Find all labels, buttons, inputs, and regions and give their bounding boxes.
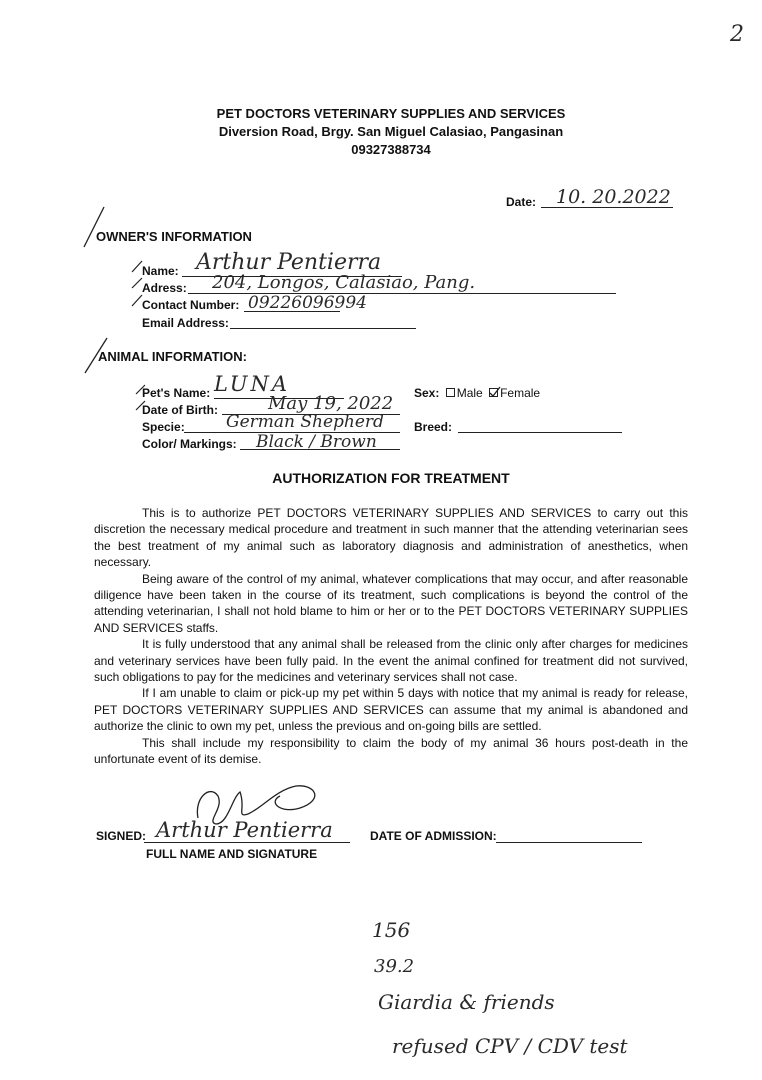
owner-fields-tick-marks: [130, 258, 146, 314]
signed-label: SIGNED:: [96, 829, 147, 843]
authorization-paragraph: This shall include my responsibility to claim the body of my animal 36 hours post-death in the unfortunate event of its demise.: [94, 735, 688, 767]
owner-heading: OWNER'S INFORMATION: [96, 229, 252, 244]
authorization-paragraph: If I am unable to claim or pick-up my pet within 5 days with notice that my animal is ready for release, PET DOCTORS VETERINARY SUPPLIES AND SERVICES can assume that my animal is abandoned and authorize the clinic to own my pet, unless the previous and on-going bills are settled.: [94, 686, 688, 734]
owner-name-value[interactable]: Arthur Pentierra: [196, 250, 382, 275]
date-label: Date:: [506, 195, 537, 209]
breed-line: [458, 432, 622, 433]
owner-contact-label: Contact Number:: [142, 298, 240, 312]
dob-value[interactable]: May 19, 2022: [268, 393, 394, 414]
admission-date-label: DATE OF ADMISSION:: [370, 829, 497, 843]
sex-male-label: Male: [456, 386, 483, 400]
owner-address-value[interactable]: 204, Longos, Calasiao, Pang.: [212, 272, 476, 293]
note-line: refused CPV / CDV test: [392, 1034, 628, 1058]
authorization-paragraph: It is fully understood that any animal shall be released from the clinic only after charges for medicines and veterinary services have been fully paid. In the event the animal confined for treatment did not survived, such obligations to pay for the medicines and veterinary services shall not case.: [94, 637, 688, 685]
signed-line: [144, 842, 350, 843]
signed-name-value[interactable]: Arthur Pentierra: [156, 818, 333, 842]
pet-name-value[interactable]: LUNA: [214, 372, 291, 396]
note-line: Giardia & friends: [378, 990, 555, 1014]
clinic-address: Diversion Road, Brgy. San Miguel Calasiao, Pangasinan: [218, 124, 564, 139]
authorization-paragraph: This is to authorize PET DOCTORS VETERINARY SUPPLIES AND SERVICES to carry out this discretion the necessary medical procedure and treatment in such manner that the attending veterinarian sees the best treatment of my animal such as laboratory diagnosis and administration of anesthetics, when necessary.: [94, 506, 688, 570]
color-value[interactable]: Black / Brown: [256, 432, 377, 452]
corner-page-mark: 2: [730, 22, 744, 47]
note-line: 156: [372, 918, 411, 942]
dob-label: Date of Birth:: [142, 403, 218, 417]
animal-fields-tick-marks: [134, 382, 148, 422]
sex-field: [414, 386, 540, 400]
animal-heading: ANIMAL INFORMATION:: [98, 349, 247, 364]
note-line: 39.2: [374, 956, 415, 977]
sex-label: Sex:: [414, 386, 440, 400]
sex-female-label: Female: [500, 386, 541, 400]
owner-email-label: Email Address:: [142, 316, 229, 330]
authorization-paragraph: Being aware of the control of my animal, whatever complications that may occur, and after reasonable diligence have been taken in the course of its treatment, such complications is beyond the control of the attending veterinarian, I shall not hold blame to him or her or to the PET DOCTORS VETERINARY SUPPLIES AND SERVICES staffs.: [94, 571, 688, 635]
clinic-name: PET DOCTORS VETERINARY SUPPLIES AND SERVICES: [216, 106, 566, 121]
color-label: Color/ Markings:: [142, 437, 237, 451]
owner-name-label: Name:: [142, 264, 179, 278]
specie-value[interactable]: German Shepherd: [226, 412, 384, 432]
owner-address-label: Adress:: [142, 281, 187, 295]
specie-label: Specie:: [142, 420, 185, 434]
sex-female-checkbox[interactable]: [489, 388, 498, 397]
owner-contact-value[interactable]: 09226096994: [248, 293, 367, 313]
breed-label: Breed:: [414, 420, 453, 434]
signature-caption: FULL NAME AND SIGNATURE: [146, 847, 318, 861]
pet-name-label: Pet's Name:: [142, 386, 211, 400]
sex-male-checkbox[interactable]: [446, 388, 455, 397]
owner-email-line: [230, 328, 416, 329]
authorization-body: [94, 505, 688, 768]
clinic-phone: 09327388734: [351, 142, 431, 157]
authorization-title: AUTHORIZATION FOR TREATMENT: [272, 470, 510, 486]
date-value[interactable]: 10. 20.2022: [556, 186, 671, 208]
admission-date-line: [496, 842, 642, 843]
